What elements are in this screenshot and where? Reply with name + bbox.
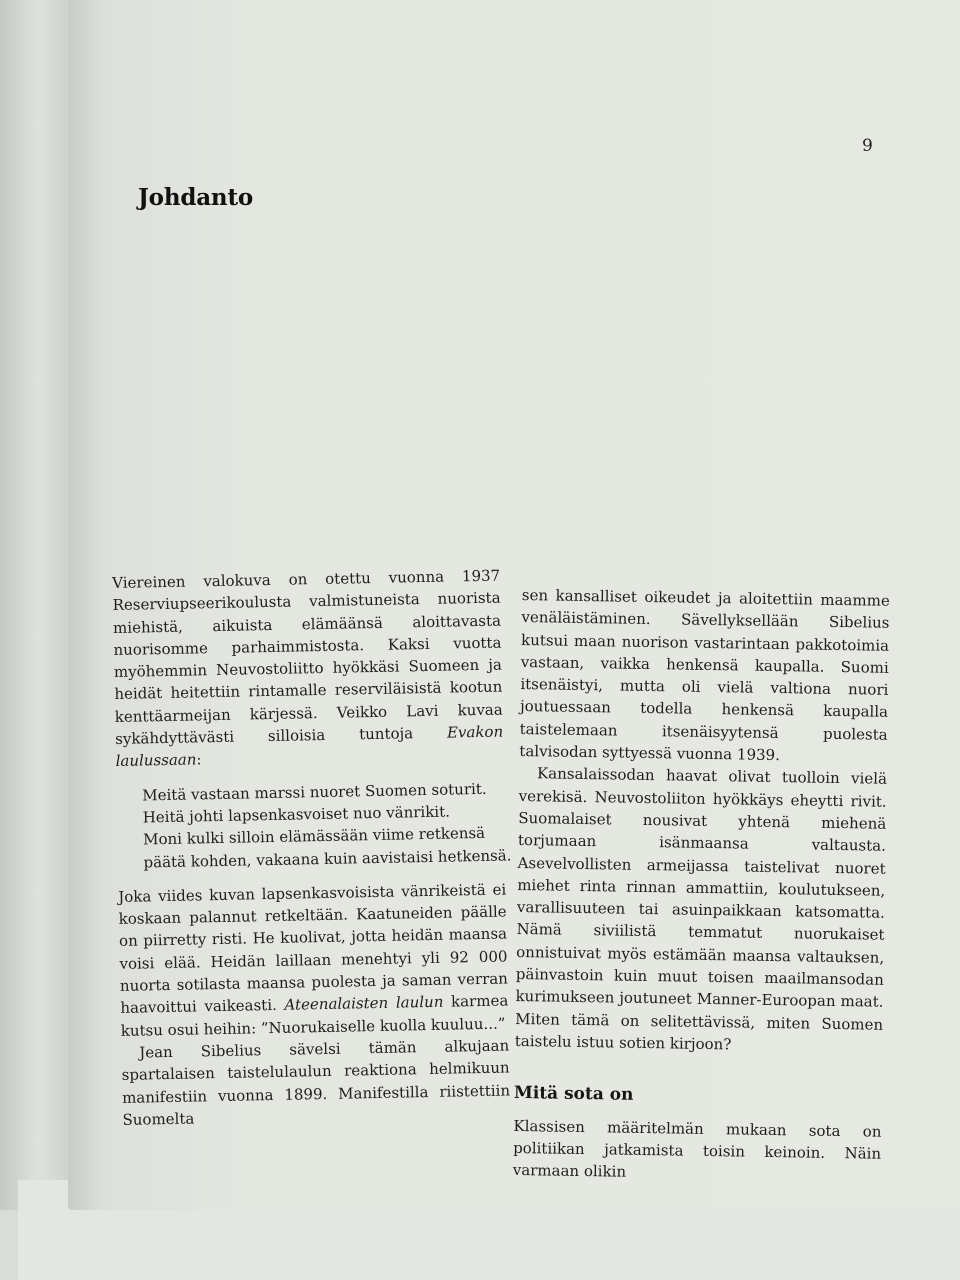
poem-line: Meitä vastaan marssi nuoret Suomen soturit.: [142, 779, 487, 805]
body-text: Joka viides kuvan lapsenkasvoisista vänrikeistä ei koskaan palannut retkeltään. Kaatuneiden päälle on piirretty risti. He kuolivat, jotta heidän maansa voisi elää. Heidän laillaan menehtyi yli 92 000 nuorta sotilasta maansa puolesta ja saman verran haavoittui vaikeasti.: [118, 880, 509, 1018]
body-paragraph: Jean Sibelius sävelsi tämän alkujaan spartalaisen taistelulaulun reaktiona helmikuun manifestiin vuonna 1899. Manifestilla riistettiin Suomelta: [121, 1036, 511, 1129]
intro-paragraph: [112, 565, 504, 773]
section-heading: Mitä sota on: [513, 1083, 634, 1106]
intro-text: Viereinen valokuva on otettu vuonna 1937 Reserviupseerikoulusta valmistuneista nuorista miehistä, aikuista elämäänsä aloittavasta nuorisomme parhaimmistosta. Kaksi vuotta myöhemmin Neuvostoliitto hyökkäsi Suomeen ja heidät heitettiin rintamalle reserviläisistä kootun kenttäarmeijan kärjessä. Veikko Lavi kuvaa sykähdyttävästi silloisia tuntoja: [112, 566, 503, 749]
right-text-column: [513, 584, 890, 1187]
song-title: Ateenalaisten laulun: [284, 993, 444, 1015]
song-title: Evakon laulussaan: [115, 722, 504, 771]
page-number: 9: [862, 136, 873, 156]
body-paragraph: [118, 878, 509, 1041]
poem-line: Heitä johti lapsenkasvoiset nuo vänrikit.: [142, 802, 451, 827]
poem-line: Moni kulki silloin elämässään viime retkensä: [142, 824, 486, 849]
facing-page-edge: [0, 0, 68, 1210]
body-paragraph: Kansalaissodan haavat olivat tuolloin vielä verekisä. Neuvostoliiton hyökkäys eheytti rivit. Suomalaiset nousivat yhtenä miehenä torjumaan isänmaansa valtausta. Asevelvollisten armeijassa taistelivat nuoret miehet rinta rinnan ammattiin, koulutukseen, varallisuuteen tai asuinpaikkaan katsomatta. Nämä siviilistä temmatut nuorukaiset onnistuivat myös estämään maansa valtauksen, päinvastoin kuin muut toisen maailmansodan kurimukseen joutuneet Manner-Euroopan maat. Miten tämä on selitettävissä, miten Suomen taistelu istuu sotien kirjoon?: [514, 764, 888, 1054]
chapter-title: Johdanto: [138, 184, 254, 211]
poem-line: päätä kohden, vakaana kuin aavistaisi hetkensä.: [143, 845, 512, 872]
body-paragraph: Klassisen määritelmän mukaan sota on politiikan jatkamista toisin keinoin. Näin varmaan olikin: [512, 1116, 882, 1181]
body-paragraph: sen kansalliset oikeudet ja aloitettiin maamme venäläistäminen. Sävellyksellään Sibelius kutsui maan nuorison vastarintaan pakkotoimia vastaan, vaikka henkensä kaupalla. Suomi itsenäistyi, mutta oli vielä valtiona nuori joutuessaan todella henkensä kaupalla taistelemaan itsenäisyytensä puolesta talvisodan syttyessä vuonna 1939.: [519, 585, 890, 765]
left-text-column: [112, 565, 511, 1131]
intro-text-end: :: [196, 750, 202, 769]
poem-quote: [142, 777, 512, 873]
body-text-end: karmea kutsu osui heihin: ”Nuorukaiselle kuolla kuuluu...”: [120, 991, 509, 1040]
